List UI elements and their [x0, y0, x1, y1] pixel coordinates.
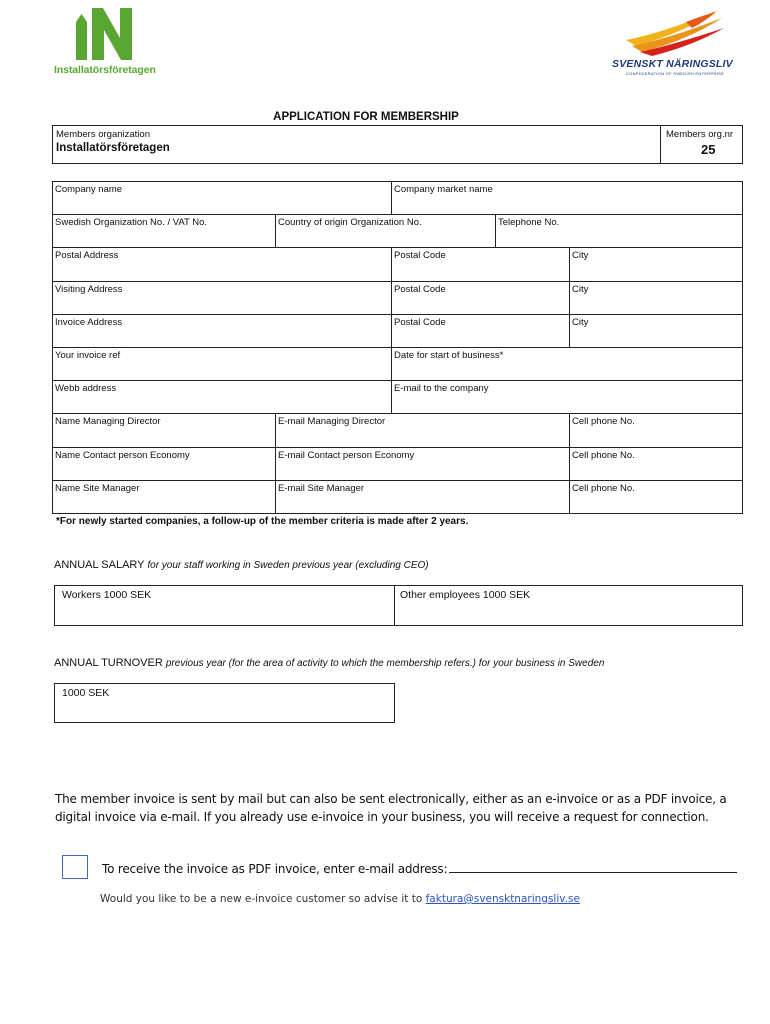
- annual-turnover-title: ANNUAL TURNOVER: [54, 657, 163, 669]
- turnover-field[interactable]: [54, 683, 395, 723]
- start-date-label: Date for start of business*: [394, 350, 504, 361]
- members-org-nr-label: Members org.nr: [666, 129, 734, 140]
- annual-turnover-heading: [54, 657, 604, 669]
- visiting-address-field[interactable]: [52, 281, 392, 315]
- other-employees-salary-label: Other employees 1000 SEK: [400, 589, 531, 601]
- cell-econ-field[interactable]: [569, 447, 743, 481]
- members-org-nr-box: [660, 125, 743, 164]
- visiting-city-field[interactable]: [569, 281, 743, 315]
- pdf-invoice-label: To receive the invoice as PDF invoice, enter e-mail address:: [102, 862, 448, 876]
- city-label: City: [572, 250, 589, 261]
- name-site-field[interactable]: [52, 480, 276, 514]
- postal-address-field[interactable]: [52, 247, 392, 282]
- annual-salary-heading: [54, 559, 429, 571]
- start-date-field[interactable]: [391, 347, 743, 381]
- right-logo-name: SVENSKT NÄRINGSLIV: [612, 58, 733, 70]
- invoice-postal-code-label: Postal Code: [394, 317, 446, 328]
- einvoice-text: Would you like to be a new e-invoice customer so advise it to: [100, 893, 423, 905]
- name-site-label: Name Site Manager: [55, 483, 140, 494]
- annual-salary-desc: for your staff working in Sweden previous year (excluding CEO): [147, 560, 429, 571]
- right-logo-tagline: CONFEDERATION OF SWEDISH ENTERPRISE: [626, 71, 724, 76]
- left-logo-name: Installatörsföretagen: [54, 64, 156, 76]
- company-email-field[interactable]: [391, 380, 743, 414]
- pdf-invoice-checkbox[interactable]: [62, 855, 88, 879]
- web-address-label: Webb address: [55, 383, 117, 394]
- wing-logo-icon: [626, 10, 726, 56]
- company-email-label: E-mail to the company: [394, 383, 489, 394]
- einvoice-info: [100, 893, 580, 905]
- postal-code-field[interactable]: [391, 247, 570, 282]
- country-org-no-label: Country of origin Organization No.: [278, 217, 422, 228]
- members-org-value: Installatörsföretagen: [56, 142, 170, 154]
- invoice-address-label: Invoice Address: [55, 317, 123, 328]
- org-no-field[interactable]: [52, 214, 276, 248]
- annual-salary-title: ANNUAL SALARY: [54, 559, 145, 571]
- name-econ-field[interactable]: [52, 447, 276, 481]
- members-org-nr-value: 25: [701, 142, 716, 157]
- company-market-name-label: Company market name: [394, 184, 493, 195]
- cell-econ-label: Cell phone No.: [572, 450, 635, 461]
- email-econ-field[interactable]: [275, 447, 570, 481]
- email-md-label: E-mail Managing Director: [278, 416, 386, 427]
- country-org-no-field[interactable]: [275, 214, 496, 248]
- city-field[interactable]: [569, 247, 743, 282]
- workers-salary-field[interactable]: [54, 585, 395, 626]
- pdf-invoice-option: [102, 861, 737, 876]
- svenskt-naringsliv-logo: [608, 10, 743, 80]
- postal-code-label: Postal Code: [394, 250, 446, 261]
- einvoice-email-link[interactable]: faktura@svensktnaringsliv.se: [425, 893, 580, 905]
- invoice-city-field[interactable]: [569, 314, 743, 348]
- org-no-label: Swedish Organization No. / VAT No.: [55, 217, 208, 228]
- cell-md-label: Cell phone No.: [572, 416, 635, 427]
- email-econ-label: E-mail Contact person Economy: [278, 450, 415, 461]
- name-md-label: Name Managing Director: [55, 416, 161, 427]
- invoice-info-paragraph: The member invoice is sent by mail but can also be sent electronically, either as an e-invoice or as a PDF invoice, a digital invoice via e-mail. If you already use e-invoice in your business, you will receive a request for connection.: [55, 792, 727, 824]
- cell-md-field[interactable]: [569, 413, 743, 448]
- follow-up-note: *For newly started companies, a follow-up of the member criteria is made after 2 years.: [56, 516, 469, 527]
- telephone-label: Telephone No.: [498, 217, 560, 228]
- company-name-field[interactable]: [52, 181, 392, 215]
- invoice-postal-code-field[interactable]: [391, 314, 570, 348]
- web-address-field[interactable]: [52, 380, 392, 414]
- workers-salary-label: Workers 1000 SEK: [62, 589, 152, 601]
- in-logo-icon: [76, 8, 138, 60]
- name-econ-label: Name Contact person Economy: [55, 450, 190, 461]
- visiting-postal-code-label: Postal Code: [394, 284, 446, 295]
- telephone-field[interactable]: [495, 214, 743, 248]
- pdf-email-input-line[interactable]: [449, 861, 737, 873]
- email-site-label: E-mail Site Manager: [278, 483, 365, 494]
- installatorsforetagen-logo: [52, 8, 164, 80]
- email-md-field[interactable]: [275, 413, 570, 448]
- cell-site-field[interactable]: [569, 480, 743, 514]
- members-org-label: Members organization: [56, 129, 150, 140]
- page-title: APPLICATION FOR MEMBERSHIP: [273, 111, 459, 123]
- visiting-city-label: City: [572, 284, 589, 295]
- annual-turnover-desc: previous year (for the area of activity to which the membership refers.) for your business in Sweden: [165, 658, 605, 669]
- invoice-ref-field[interactable]: [52, 347, 392, 381]
- cell-site-label: Cell phone No.: [572, 483, 635, 494]
- postal-address-label: Postal Address: [55, 250, 119, 261]
- company-name-label: Company name: [55, 184, 123, 195]
- invoice-ref-label: Your invoice ref: [55, 350, 121, 361]
- turnover-label: 1000 SEK: [62, 687, 110, 699]
- members-organization-box: [52, 125, 661, 164]
- invoice-city-label: City: [572, 317, 589, 328]
- email-site-field[interactable]: [275, 480, 570, 514]
- name-md-field[interactable]: [52, 413, 276, 448]
- visiting-postal-code-field[interactable]: [391, 281, 570, 315]
- invoice-address-field[interactable]: [52, 314, 392, 348]
- visiting-address-label: Visiting Address: [55, 284, 123, 295]
- company-market-name-field[interactable]: [391, 181, 743, 215]
- other-employees-salary-field[interactable]: [394, 585, 743, 626]
